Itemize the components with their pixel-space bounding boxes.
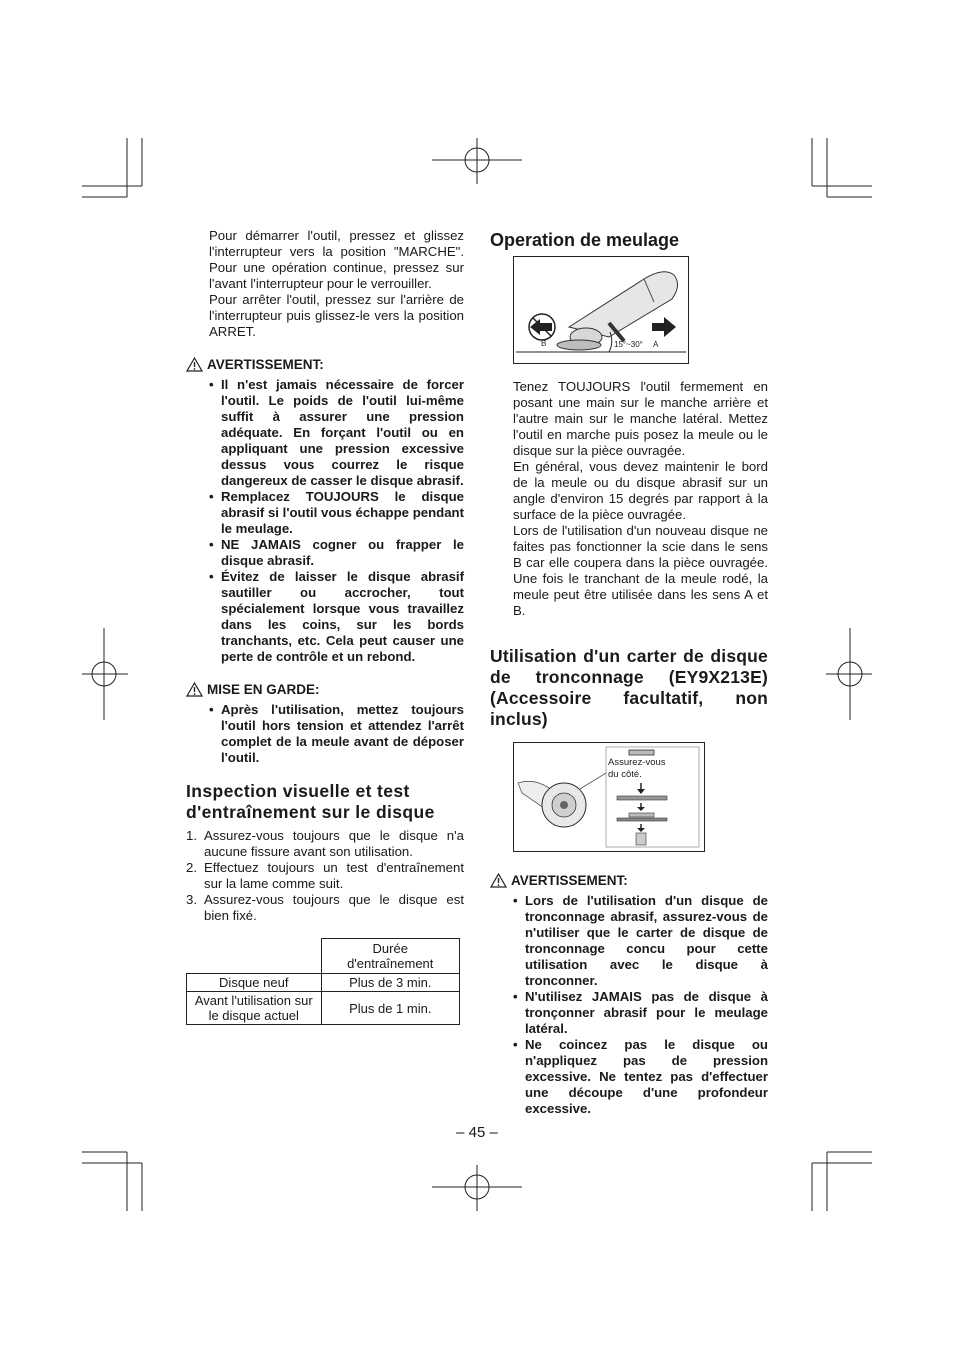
table-cell-label: Disque neuf bbox=[187, 974, 322, 992]
page-number: – 45 – bbox=[456, 1124, 498, 1141]
table-cell-value: Plus de 3 min. bbox=[321, 974, 460, 992]
warning-triangle-icon bbox=[186, 682, 203, 697]
warning-item: • Ne coincez pas le disque ou n'appliquez pas de pression excessive. Ne tentez pas d'effectuer une découpe d'une profondeur excessive. bbox=[513, 1037, 768, 1117]
warning-item: • Lors de l'utilisation d'un disque de tronconnage abrasif, assurez-vous de n'utiliser que le carter de disque de tronconnage concu pour cette utilisation avec le disque à tronconner. bbox=[513, 893, 768, 989]
inspection-step: 3. Assurez-vous toujours que le disque est bien fixé. bbox=[186, 892, 464, 923]
table-header-row bbox=[187, 939, 460, 974]
warning-triangle-icon bbox=[490, 873, 507, 888]
table-row bbox=[187, 992, 460, 1025]
inspection-steps bbox=[186, 828, 464, 924]
warning-list bbox=[209, 377, 464, 665]
guard-note-line1: Assurez-vous bbox=[608, 757, 666, 768]
left-column bbox=[186, 228, 464, 1025]
warning-heading bbox=[186, 357, 464, 372]
inspection-step: 2. Effectuez toujours un test d'entraînement sur la lame comme suit. bbox=[186, 860, 464, 891]
inspection-heading: Inspection visuelle et test d'entraînement sur le disque bbox=[186, 781, 435, 822]
grinding-heading: Operation de meulage bbox=[490, 230, 680, 250]
caution-title: MISE EN GARDE: bbox=[207, 682, 320, 697]
grinding-paragraph: Tenez TOUJOURS l'outil fermement en posant une main sur le manche arrière et l'autre main sur le manche latéral. Mettez l'outil en marche puis posez la meule ou le disque sur la pièce ouvragée. bbox=[513, 379, 768, 458]
caution-item: • Après l'utilisation, mettez toujours l'outil hors tension et attendez l'arrêt complet de la meule avant de déposer l'outil. bbox=[209, 702, 464, 766]
grinding-paragraph: Lors de l'utilisation d'un nouveau disque ne faites pas fonctionner la scie dans le sens B car elle coupera dans la pièce ouvragée. Une fois le tranchant de la meule rodé, la meule peut être utilisée dans les sens A et B. bbox=[513, 523, 768, 618]
guard-note-line2: du côté. bbox=[608, 769, 642, 780]
grinder-diagram bbox=[514, 257, 688, 363]
guard-warning-list bbox=[513, 893, 768, 1117]
table-cell-label: Avant l'utilisation sur le disque actuel bbox=[187, 992, 322, 1025]
warning-title: AVERTISSEMENT: bbox=[207, 357, 324, 372]
guard-diagram bbox=[514, 743, 704, 851]
guard-warning-heading bbox=[490, 873, 768, 888]
cutting-guard-illustration bbox=[513, 742, 705, 852]
warning-item: • Il n'est jamais nécessaire de forcer l'outil. Le poids de l'outil lui-même suffit à assurer une pression adéquate. En forçant l'outil ou en appliquant une pression excessive dessus vous courrez le risque dangereux de casser le disque abrasif. bbox=[209, 377, 464, 489]
angle-label: 15°~30° bbox=[614, 340, 643, 349]
grinding-paragraph: En général, vous devez maintenir le bord de la meule ou du disque abrasif sur un angle d'environ 15 degrés par rapport à la surface de la pièce ouvragée. bbox=[513, 459, 768, 522]
caution-list bbox=[209, 702, 464, 766]
guard-heading: Utilisation d'un carter de disque de tronconnage (EY9X213E) (Accessoire facultatif, non inclus) bbox=[490, 646, 768, 729]
right-column bbox=[490, 229, 768, 1117]
table-cell-value: Plus de 1 min. bbox=[321, 992, 460, 1025]
warning-item: • N'utilisez JAMAIS pas de disque à tronçonner abrasif pour le meulage latéral. bbox=[513, 989, 768, 1037]
guard-warning-title: AVERTISSEMENT: bbox=[511, 873, 628, 888]
warning-item: • NE JAMAIS cogner ou frapper le disque abrasif. bbox=[209, 537, 464, 569]
warning-item: • Remplacez TOUJOURS le disque abrasif si l'outil vous échappe pendant le meulage. bbox=[209, 489, 464, 537]
warning-triangle-icon bbox=[186, 357, 203, 372]
intro-paragraph-stop: Pour arrêter l'outil, pressez sur l'arrière de l'interrupteur puis glissez-le vers la position ARRET. bbox=[209, 292, 464, 339]
intro-paragraph-start: Pour démarrer l'outil, pressez et glissez l'interrupteur vers la position "MARCHE". Pour une opération continue, pressez sur l'avant l'interrupteur pour le verrouiller. bbox=[209, 228, 464, 291]
label-b: B bbox=[541, 339, 547, 348]
label-a: A bbox=[653, 340, 659, 349]
caution-heading bbox=[186, 682, 464, 697]
warning-item: • Évitez de laisser le disque abrasif sautiller ou accrocher, tout spécialement lorsque vous travaillez dans les coins, sur les bords tranchants, etc. Cela peut causer une perte de contrôle et un rebond. bbox=[209, 569, 464, 665]
grinding-illustration bbox=[513, 256, 689, 364]
table-row bbox=[187, 974, 460, 992]
inspection-step: 1. Assurez-vous toujours que le disque n'a aucune fissure avant son utilisation. bbox=[186, 828, 464, 859]
table-header-cell: Durée d'entraînement bbox=[321, 939, 460, 974]
run-test-table bbox=[186, 938, 460, 1025]
